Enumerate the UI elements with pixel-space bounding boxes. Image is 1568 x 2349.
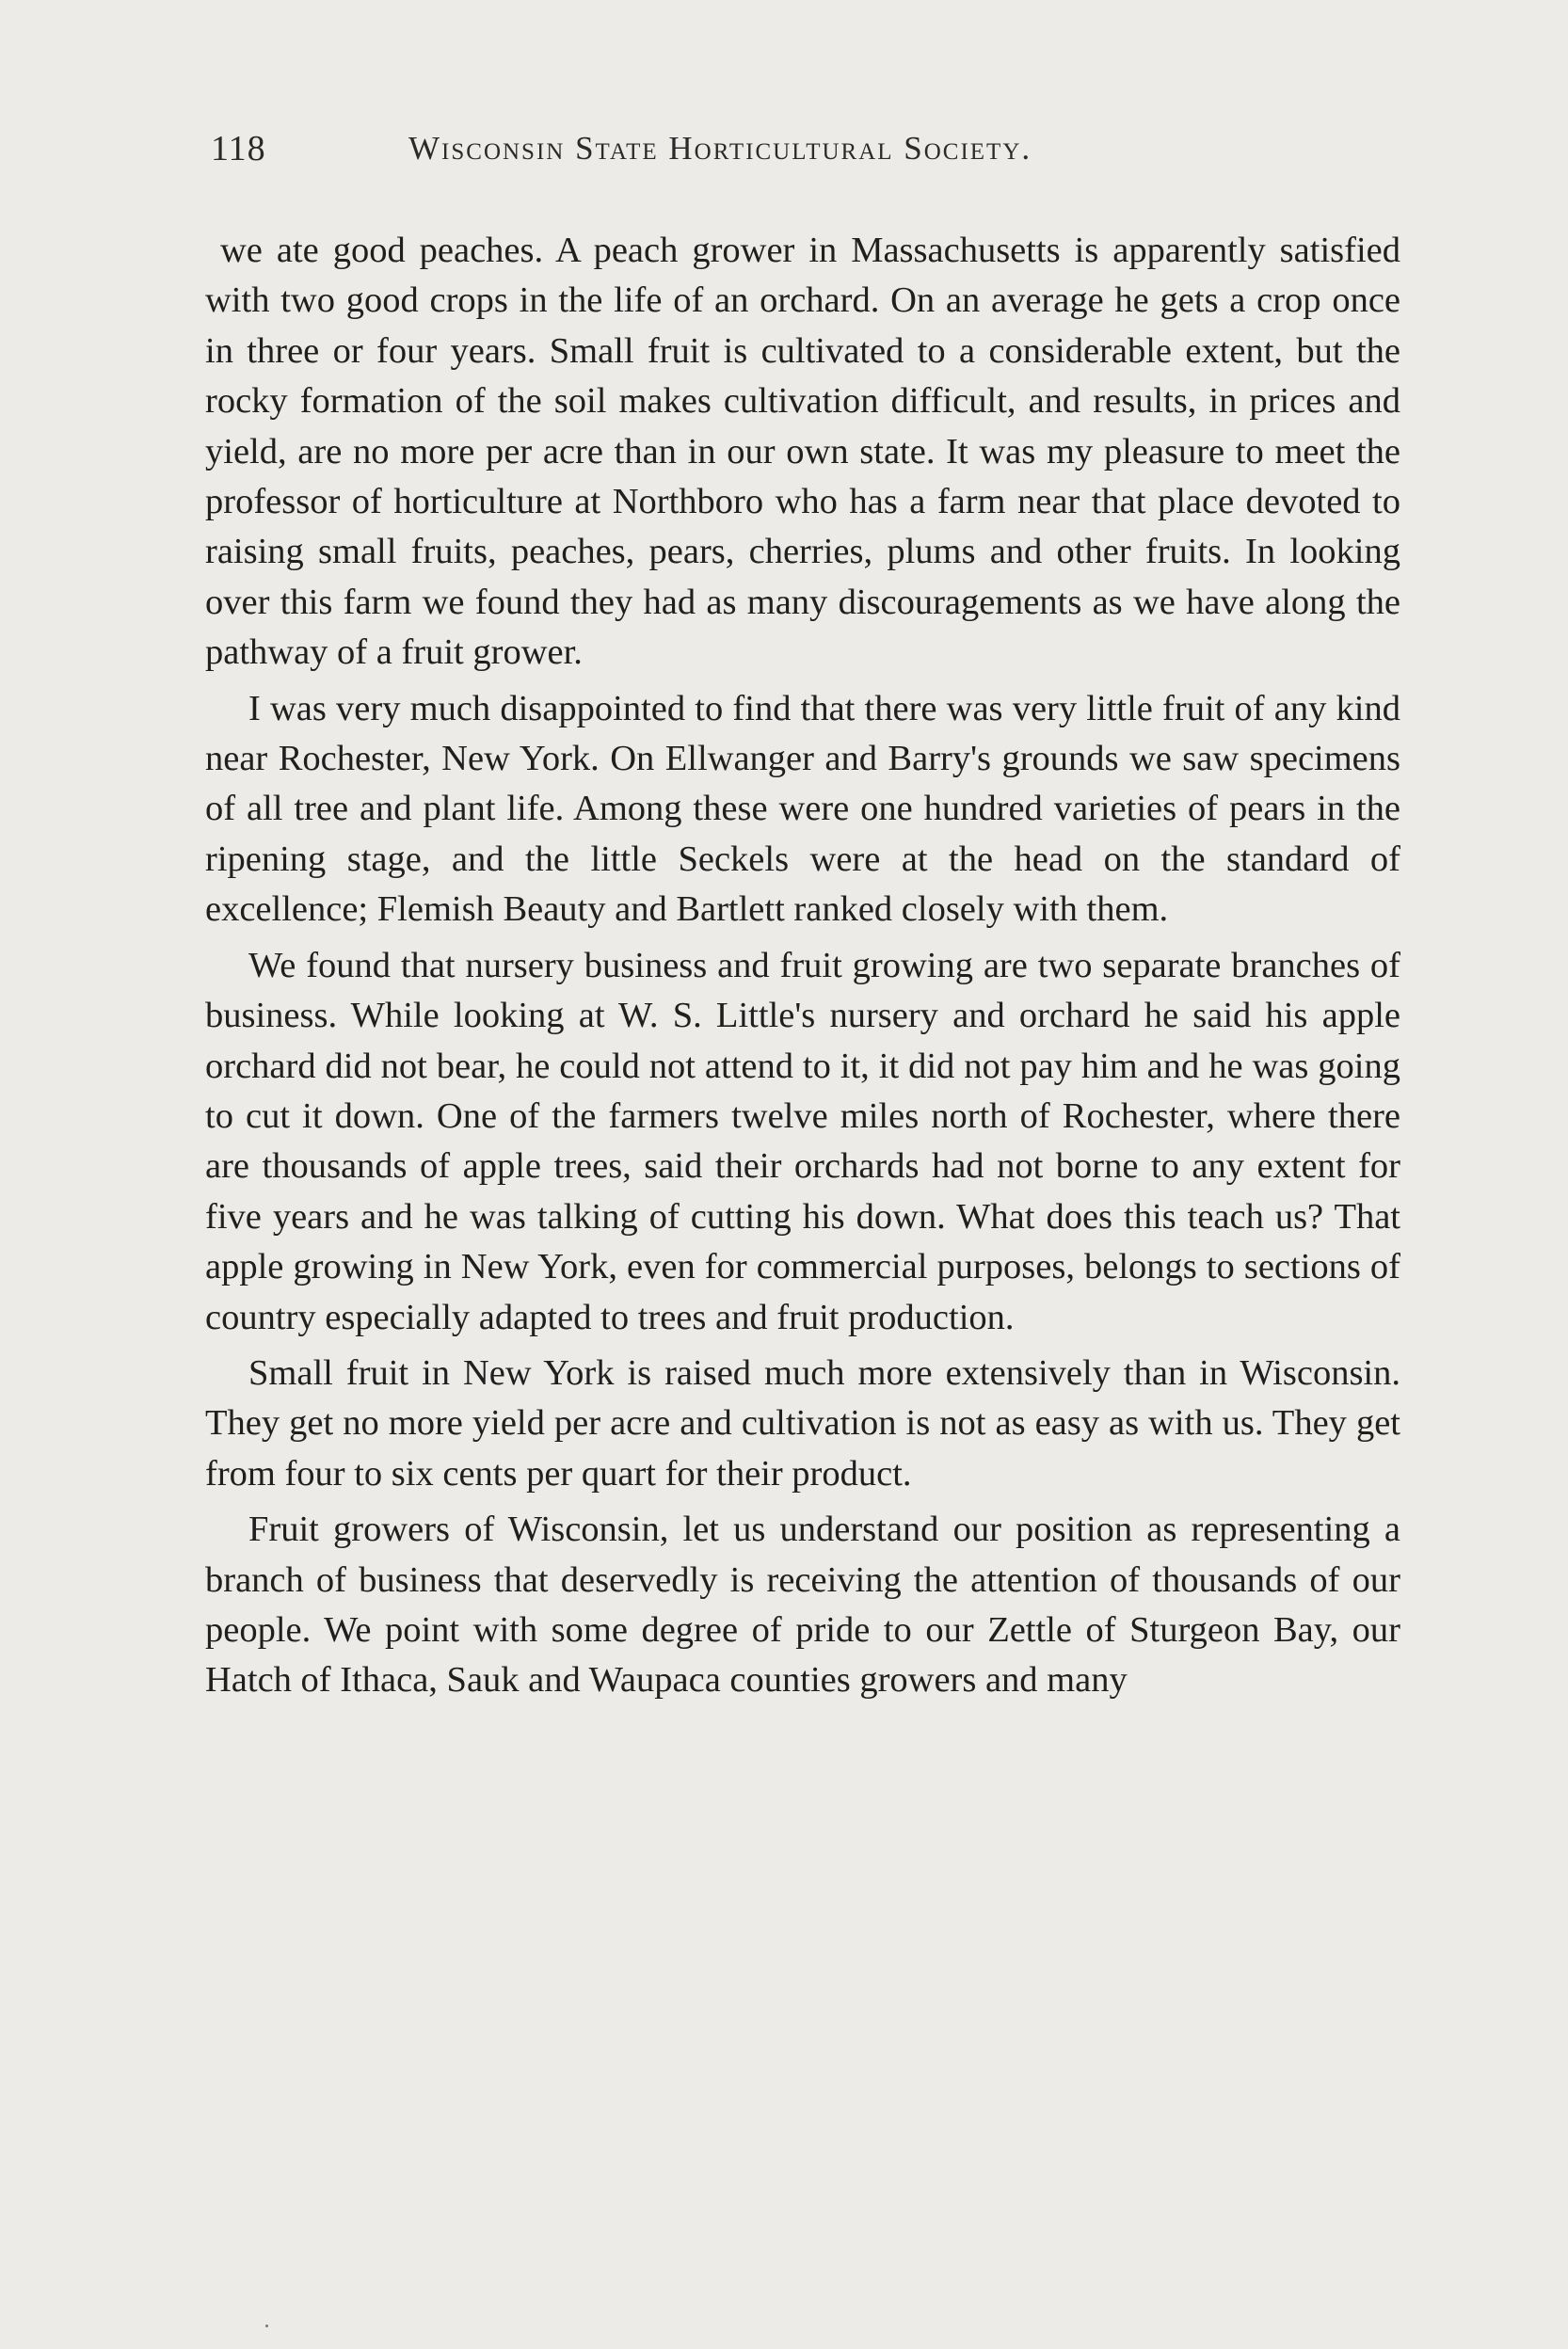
paragraph-rochester-disappointment: I was very much disappointed to find that there was very little fruit of any kind near Rochester, New York. On Ellwanger and Barry's grounds we saw specimens of all tree and plant life. Among these were one hundred varieties of pears in the ripening stage, and the little Seckels were at the head on the standard of excellence; Flemish Beauty and Bartlett ranked closely with them. — [205, 688, 1400, 930]
page-number: 118 — [211, 129, 266, 168]
paragraph-peaches-massachusetts: we ate good peaches. A peach grower in Massachusetts is apparently satisfied with two good crops in the life of an orchard. On an average he gets a crop once in three or four years. Small fruit is cultivated to a considerable extent, but the rocky formation of the soil makes cultivation difficult, and results, in prices and yield, are no more per acre than in our own state. It was my pleasure to meet the professor of horticulture at Northboro who has a farm near that place devoted to raising small fruits, peaches, pears, cherries, plums and other fruits. In looking over this farm we found they had as many discouragements as we have along the pathway of a fruit grower. — [205, 231, 1400, 673]
paragraph-nursery-business: We found that nursery business and fruit growing are two separate branches of business. While looking at W. S. Little's nursery and orchard he said his apple orchard did not bear, he could not attend to it, it did not pay him and he was going to cut it down. One of the farmers twelve miles north of Rochester, where there are thousands of apple trees, said their orchards had not borne to any extent for five years and he was talking of cutting his down. What does this teach us? That apple growing in New York, even for commercial purposes, belongs to sections of country especially adapted to trees and fruit production. — [205, 945, 1400, 1337]
page-header — [211, 128, 1208, 184]
print-speck — [265, 2325, 268, 2327]
paragraph-small-fruit-new-york: Small fruit in New York is raised much more extensively than in Wisconsin. They get no more yield per acre and cultivation is not as easy as with us. They get from four to six cents per quart for their product. — [205, 1352, 1400, 1494]
paragraph-fruit-growers-wisconsin: Fruit growers of Wisconsin, let us understand our position as representing a branch of business that deservedly is receiving the attention of thousands of our people. We point with some degree of pride to our Zettle of Sturgeon Bay, our Hatch of Ithaca, Sauk and Waupaca counties growers and many — [205, 1510, 1400, 1701]
running-head: Wisconsin State Horticultural Society. — [408, 130, 1032, 167]
body-text — [205, 226, 1400, 1712]
